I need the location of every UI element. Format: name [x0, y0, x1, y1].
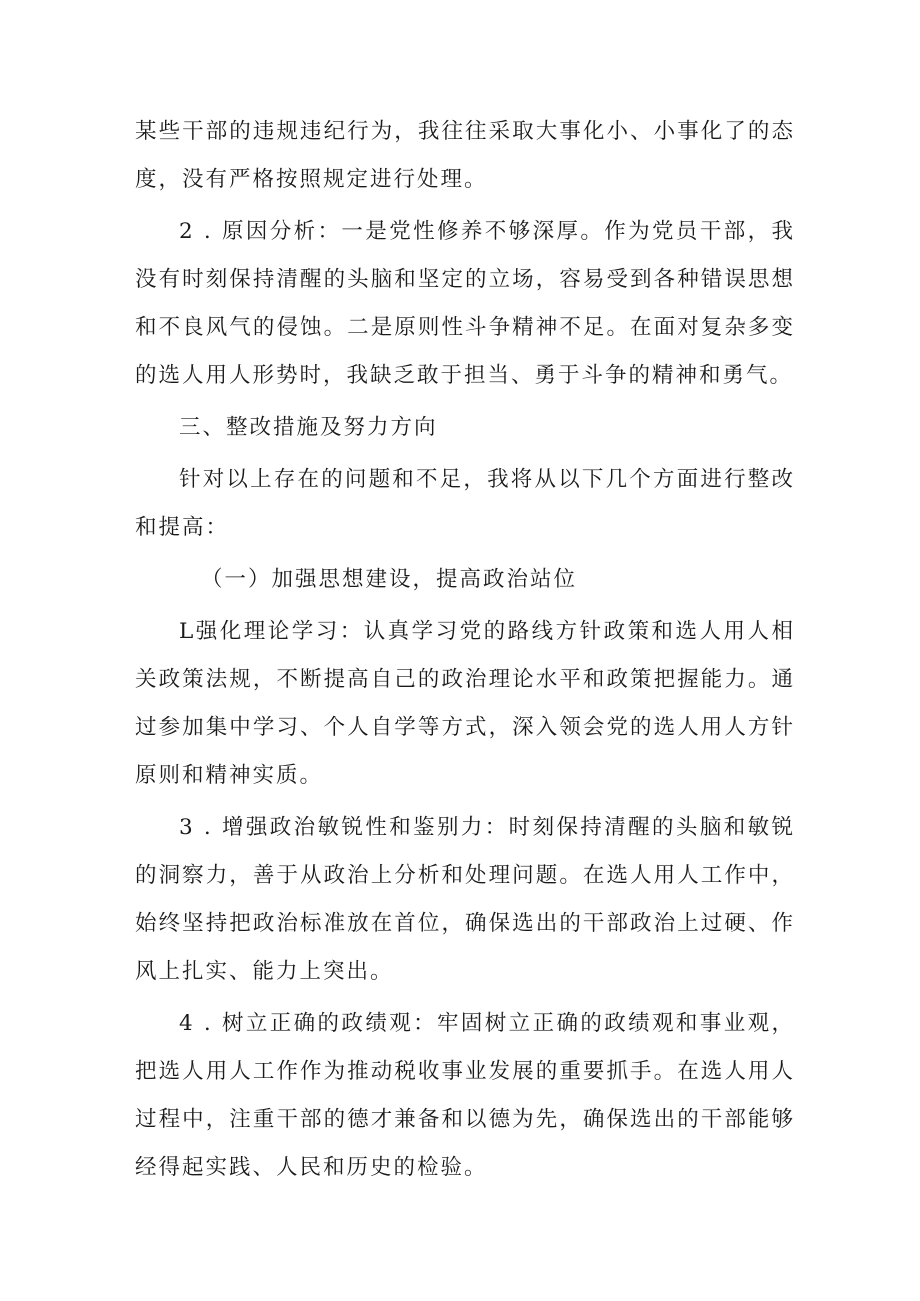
subsection-heading-ideology: （一）加强思想建设，提高政治站位 [201, 567, 578, 592]
paragraph-continuation: 某些干部的违规违纪行为，我往往采取大事化小、小事化了的态度，没有严格按照规定进行处理。 [135, 119, 795, 192]
paragraph-theory-study: L强化理论学习：认真学习党的路线方针政策和选人用人相关政策法规，不断提高自己的政治理论水平和政策把握能力。通过参加集中学习、个人自学等方式，深入领会党的选人用人方针原则和精神实质。 [135, 619, 795, 788]
section-heading-rectification: 三、整改措施及努力方向 [179, 415, 438, 440]
paragraph-political-sensitivity: 3 . 增强政治敏锐性和鉴别力：时刻保持清醒的头脑和敏锐的洞察力，善于从政治上分析和处理问题。在选人用人工作中，始终坚持把政治标准放在首位，确保选出的干部政治上过硬、作风上扎实、能力上突出。 [135, 815, 795, 984]
paragraph-performance-view: 4 . 树立正确的政绩观：牢固树立正确的政绩观和事业观，把选人用人工作作为推动税收事业发展的重要抓手。在选人用人过程中，注重干部的德才兼备和以德为先，确保选出的干部能够经得起实践、人民和历史的检验。 [135, 1011, 795, 1180]
document-body [135, 108, 795, 1196]
paragraph-cause-analysis: 2 . 原因分析：一是党性修养不够深厚。作为党员干部，我没有时刻保持清醒的头脑和坚定的立场，容易受到各种错误思想和不良风气的侵蚀。二是原则性斗争精神不足。在面对复杂多变的选人用人形势时，我缺乏敢于担当、勇于斗争的精神和勇气。 [135, 219, 795, 388]
paragraph-intro: 针对以上存在的问题和不足，我将从以下几个方面进行整改和提高： [135, 467, 795, 540]
